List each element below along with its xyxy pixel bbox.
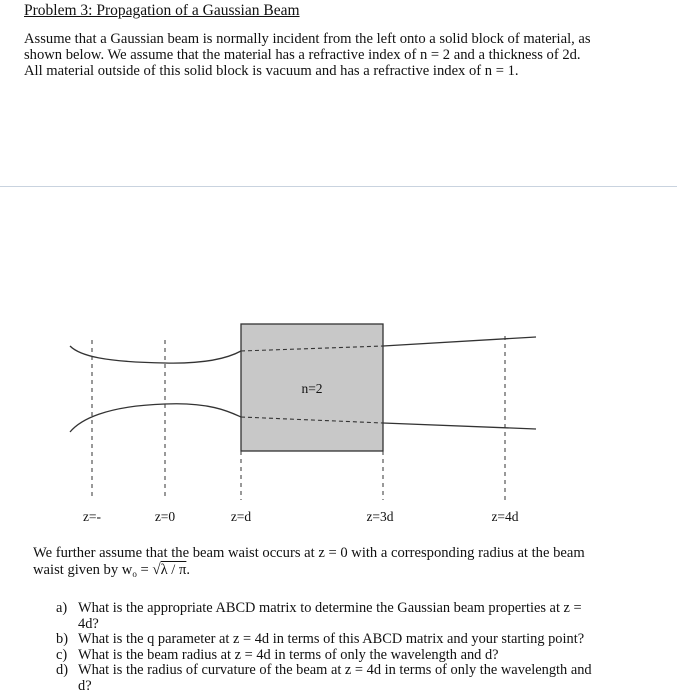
question-label: c) — [56, 646, 68, 663]
label-z-minus: z=- — [82, 509, 102, 524]
question-text: d? — [78, 677, 92, 694]
question-text: 4d? — [78, 615, 99, 632]
label-z-d: z=d — [230, 509, 252, 524]
intro-line: shown below. We assume that the material has a refractive index of n = 2 and a thickness of 2d. — [24, 47, 581, 63]
beam-lower-right — [383, 423, 536, 429]
gaussian-beam-diagram — [0, 300, 677, 535]
question-list — [56, 601, 646, 694]
question-item — [56, 632, 646, 648]
waist-prefix: waist given by w — [33, 562, 133, 578]
waist-equals: = — [136, 562, 153, 578]
question-text: What is the radius of curvature of the beam at z = 4d in terms of only the wavelength and — [78, 662, 592, 678]
question-label: b) — [56, 631, 68, 647]
intro-line: All material outside of this solid block is vacuum and has a refractive index of n = 1. — [24, 63, 519, 79]
intro-line: Assume that a Gaussian beam is normally incident from the left onto a solid block of material, as — [24, 31, 591, 47]
question-label: a) — [56, 600, 68, 616]
question-text: What is the beam radius at z = 4d in terms of only the wavelength and d? — [78, 646, 499, 663]
label-z-3d: z=3d — [366, 509, 394, 524]
problem-title: Problem 3: Propagation of a Gaussian Beam — [24, 2, 300, 19]
waist-subscript: o — [132, 569, 137, 579]
beam-upper-left — [70, 346, 241, 363]
question-item — [56, 648, 646, 664]
question-item — [56, 601, 646, 632]
question-label: d) — [56, 662, 68, 678]
question-text: What is the q parameter at z = 4d in terms of this ABCD matrix and your starting point? — [78, 631, 585, 647]
waist-suffix: . — [186, 562, 191, 578]
label-z-0: z=0 — [154, 509, 176, 524]
waist-radicand: λ / π — [160, 562, 187, 578]
page-divider — [0, 186, 677, 187]
problem-intro — [24, 31, 634, 79]
question-text: What is the appropriate ABCD matrix to determine the Gaussian beam properties at z = — [78, 600, 582, 616]
beam-lower-left — [70, 404, 241, 432]
question-item — [56, 663, 646, 694]
beam-upper-right — [383, 337, 536, 346]
sqrt-symbol: √ — [152, 562, 161, 578]
waist-statement — [33, 545, 653, 583]
label-z-4d: z=4d — [491, 509, 519, 524]
waist-line-2 — [33, 562, 653, 583]
block-label: n=2 — [301, 381, 323, 396]
waist-line-1: We further assume that the beam waist occurs at z = 0 with a corresponding radius at the beam — [33, 545, 585, 561]
